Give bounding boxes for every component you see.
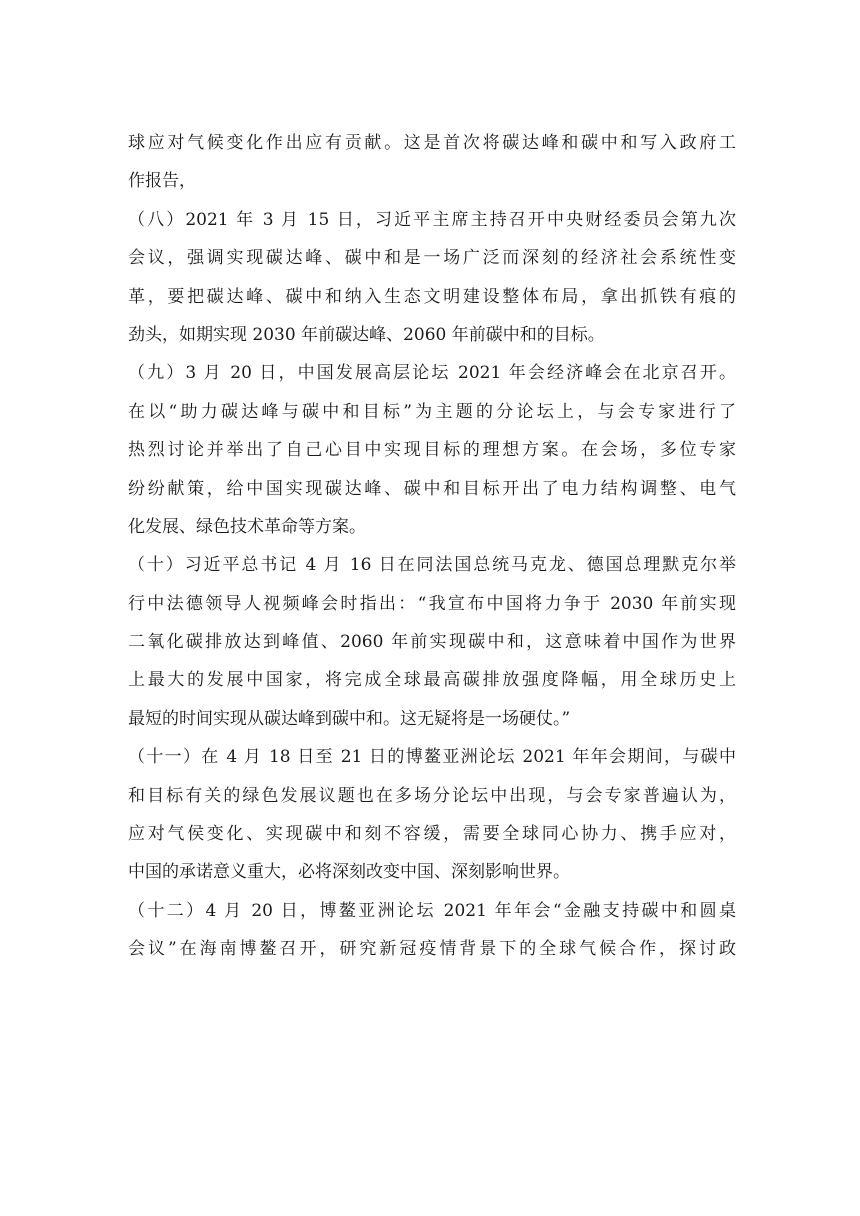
paragraph-item-9 bbox=[128, 354, 736, 546]
text-line: 会议”在海南博鳌召开，研究新冠疫情背景下的全球气候合作，探讨政 bbox=[128, 939, 736, 960]
text-line: 化发展、绿色技术革命等方案。 bbox=[128, 516, 366, 537]
paragraph-item-10 bbox=[128, 546, 736, 738]
text-line: 最短的时间实现从碳达峰到碳中和。这无疑将是一场硬仗。” bbox=[128, 708, 571, 729]
text-line: 球应对气候变化作出应有贡献。这是首次将碳达峰和碳中和写入政府工 bbox=[128, 133, 736, 153]
text-line: 革，要把碳达峰、碳中和纳入生态文明建设整体布局，拿出抓铁有痕的 bbox=[128, 286, 736, 307]
text-line: 会议，强调实现碳达峰、碳中和是一场广泛而深刻的经济社会系统性变 bbox=[128, 248, 736, 269]
paragraph-continuation bbox=[128, 124, 736, 201]
text-line: （十二）4 月 20 日，博鳌亚洲论坛 2021 年年会“金融支持碳中和圆桌 bbox=[128, 900, 736, 921]
text-line: （十）习近平总书记 4 月 16 日在同法国总统马克龙、德国总理默克尔举 bbox=[128, 555, 736, 576]
text-line: 上最大的发展中国家，将完成全球最高碳排放强度降幅，用全球历史上 bbox=[128, 670, 736, 691]
text-line: 和目标有关的绿色发展议题也在多场分论坛中出现，与会专家普遍认为， bbox=[128, 785, 736, 806]
text-line: （十一）在 4 月 18 日至 21 日的博鳌亚洲论坛 2021 年年会期间，与碳中 bbox=[128, 747, 736, 768]
paragraph-item-8 bbox=[128, 201, 736, 355]
paragraph-item-12 bbox=[128, 892, 736, 969]
text-line: （九）3 月 20 日，中国发展高层论坛 2021 年会经济峰会在北京召开。 bbox=[128, 363, 736, 384]
text-line: 行中法德领导人视频峰会时指出：“我宣布中国将力争于 2030 年前实现 bbox=[128, 593, 736, 614]
text-line: 二氧化碳排放达到峰值、2060 年前实现碳中和，这意味着中国作为世界 bbox=[128, 632, 736, 653]
paragraph-item-11 bbox=[128, 738, 736, 892]
text-line: 劲头，如期实现 2030 年前碳达峰、2060 年前碳中和的目标。 bbox=[128, 324, 605, 345]
text-line: 在以“助力碳达峰与碳中和目标”为主题的分论坛上，与会专家进行了 bbox=[128, 401, 736, 422]
text-line: 热烈讨论并举出了自己心目中实现目标的理想方案。在会场，多位专家 bbox=[128, 440, 736, 461]
document-body bbox=[128, 124, 736, 969]
text-line: 中国的承诺意义重大，必将深刻改变中国、深刻影响世界。 bbox=[128, 862, 570, 883]
text-line: 作报告， bbox=[128, 171, 196, 192]
text-line: （八）2021 年 3 月 15 日，习近平主席主持召开中央财经委员会第九次 bbox=[128, 209, 736, 230]
text-line: 纷纷献策，给中国实现碳达峰、碳中和目标开出了电力结构调整、电气 bbox=[128, 478, 736, 499]
text-line: 应对气侯变化、实现碳中和刻不容缓，需要全球同心协力、携手应对， bbox=[128, 824, 736, 845]
